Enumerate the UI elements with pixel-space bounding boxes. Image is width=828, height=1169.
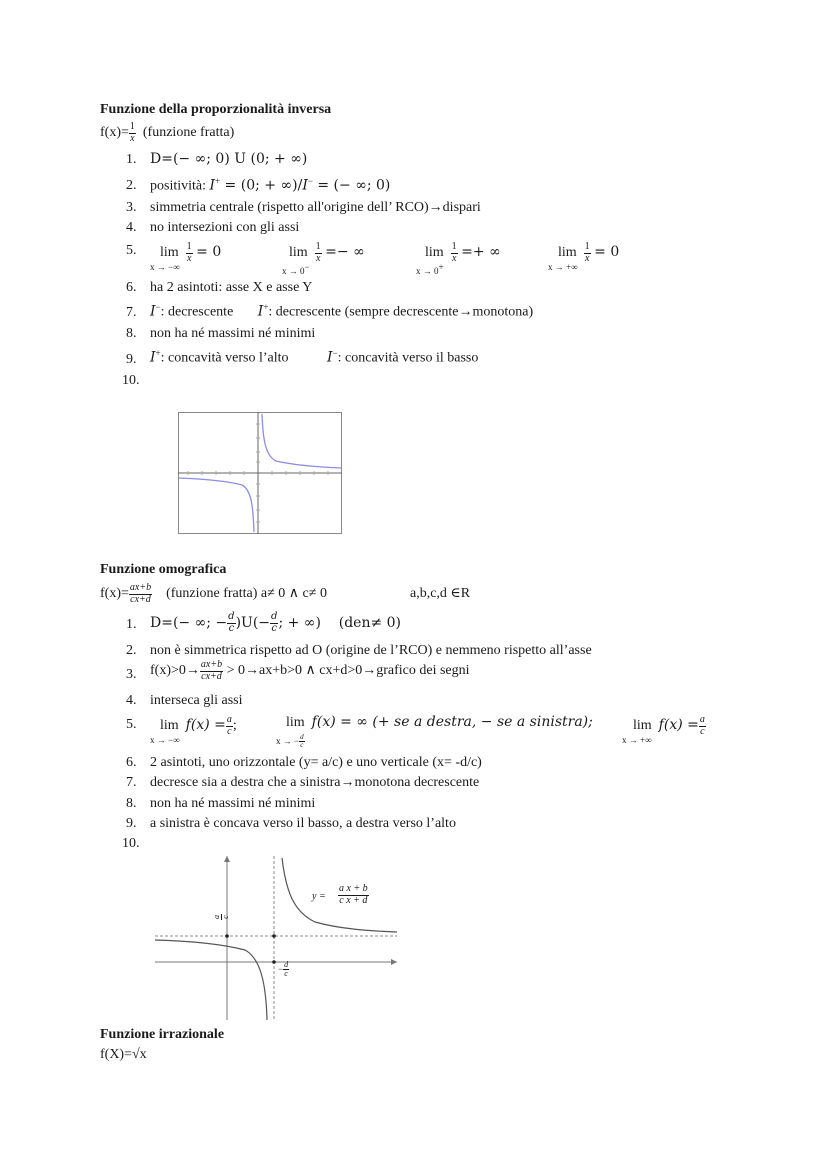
lim-word: lim [160, 718, 179, 734]
interval-i: I [150, 349, 156, 366]
s2-limit-1-sub: x → −∞ [150, 735, 180, 745]
sign-a: f(x)>0→ [150, 663, 200, 679]
sub-text: x → − [276, 735, 300, 746]
interval-sup-plus: + [215, 176, 221, 186]
frac-den: c [300, 741, 304, 750]
asymptote-x-intercept-dot [272, 960, 276, 964]
s2-item-2-number: 2. [126, 643, 137, 658]
lim-num: 1 [451, 241, 457, 252]
eq-fraction [338, 884, 369, 906]
s2-item-10-number: 10. [122, 836, 140, 851]
concavity-up: : concavità verso l’alto [160, 350, 289, 366]
section-title-homographic: Funzione omografica [100, 562, 227, 577]
eq-den: c x + d [339, 894, 368, 906]
frac-den: c [284, 969, 288, 979]
s1-limit-3 [425, 242, 501, 264]
s1-item-7-number: 7. [126, 305, 137, 320]
s1-item-7-monotonicity [150, 303, 533, 320]
monotone-right: : decrescente (sempre decrescente→monotona) [268, 304, 534, 320]
s1-item-8-number: 8. [126, 326, 137, 341]
s1-limit-1-sub: x → −∞ [150, 262, 180, 272]
interval-sup-minus: − [307, 176, 313, 186]
s2-item-4-intersections: interseca gli assi [150, 693, 243, 708]
lim-rhs: = 0 [594, 244, 620, 261]
frac-num: d [284, 960, 289, 969]
s1-item-3-symmetry: simmetria centrale (rispetto all'origine dell’ RCO)→dispari [150, 200, 481, 215]
concavity-down: : concavità verso il basso [337, 350, 479, 366]
lim-fraction [699, 715, 706, 737]
s1-limit-3-sub [416, 263, 444, 276]
frac-num: d [300, 733, 304, 741]
lim-den: x [451, 252, 457, 264]
lim-fx: f(x) = [658, 717, 699, 734]
s2-limit-3-sub: x → +∞ [622, 735, 652, 745]
s2-item-5-number: 5. [126, 717, 137, 732]
sub-sup: + [438, 262, 444, 272]
interval-i2: I [302, 177, 308, 194]
lim-den: x [315, 252, 321, 264]
interval-i2: I [257, 303, 264, 320]
asymptote-y-intercept-dot [225, 934, 229, 938]
eq-num: a x + b [339, 883, 368, 894]
s1-item-6-asymptotes: ha 2 asintoti: asse X e asse Y [150, 280, 313, 295]
s1-item-9-concavity [150, 349, 478, 366]
domain-a: D=(− ∞; − [150, 615, 228, 631]
def-fraction [129, 583, 152, 605]
monotone-left: : decrescente [160, 304, 234, 320]
asymptote-intersection-dot [272, 934, 276, 938]
lim-fraction [226, 715, 233, 737]
s1-item-3-number: 3. [126, 200, 137, 215]
def-numerator: ax+b [129, 582, 152, 593]
lim-den: x [584, 252, 590, 264]
frac-den: c [271, 622, 278, 634]
section-title-irrational: Funzione irrazionale [100, 1027, 225, 1042]
frac-num: a [699, 714, 705, 725]
vlabel-prefix: − [278, 963, 284, 974]
domain-frac1 [227, 612, 235, 634]
frac-den: c [700, 725, 705, 737]
frac-num: a [226, 714, 232, 725]
s1-item-9-number: 9. [126, 352, 137, 367]
s2-item-9-number: 9. [126, 816, 137, 831]
s1-item-4-number: 4. [126, 220, 137, 235]
def-fraction [129, 122, 136, 144]
lim-num: 1 [584, 241, 590, 252]
lim-word: lim [425, 245, 444, 261]
s2-item-4-number: 4. [126, 693, 137, 708]
lim-word: lim [289, 245, 308, 261]
s1-item-5-number: 5. [126, 243, 137, 258]
frac-den: cx+d [201, 670, 222, 682]
s2-item-1-number: 1. [126, 617, 137, 632]
interval-sup2: − [332, 348, 338, 358]
graph-hlabel [213, 914, 231, 920]
s2-item-2-symmetry: non è simmetrica rispetto ad O (origine de l’RCO) e nemmeno rispetto all’asse [150, 643, 592, 658]
def-set: a,b,c,d ∈R [410, 586, 471, 601]
sub-text: x → 0 [282, 266, 305, 276]
sub-fraction [299, 734, 305, 750]
interval-i2: I [327, 349, 333, 366]
interval-pos: = (0; + ∞)/ [220, 177, 303, 194]
def-note: (funzione fratta) [142, 125, 235, 141]
x-axis-arrow [391, 959, 397, 965]
s2-item-1-domain [150, 612, 401, 634]
s2-limit-3 [633, 715, 706, 737]
irrational-definition: f(X)=√x [100, 1047, 147, 1062]
s1-item-2-positivity [150, 177, 390, 194]
curve-left-branch [155, 940, 267, 1020]
positivity-label: positività: [150, 178, 210, 194]
lim-word: lim [286, 715, 305, 730]
lim-rhs: = 0 [196, 244, 222, 261]
interval-sup: − [155, 302, 161, 312]
s2-limit-1 [160, 715, 237, 737]
s1-item-1-domain: D=(− ∞; 0) U (0; + ∞) [150, 151, 308, 167]
domain-c: ; + ∞) [278, 615, 321, 631]
frac-num: ax+b [200, 659, 223, 670]
interval-neg: = (− ∞; 0) [312, 177, 391, 194]
interval-i: I [150, 303, 156, 320]
graph-eq-y: y = [312, 891, 326, 902]
s1-limit-4-sub: x → +∞ [548, 262, 578, 272]
frac-den: c [228, 622, 235, 634]
s2-item-6-number: 6. [126, 755, 137, 770]
s2-item-8-number: 8. [126, 796, 137, 811]
interval-i: I [209, 177, 216, 194]
def-denominator: x [130, 132, 135, 144]
s1-item-4-intersections: no intersezioni con gli assi [150, 220, 300, 235]
frac-num: a [212, 915, 221, 919]
interval-sup2: + [263, 302, 269, 312]
frac-num: d [271, 611, 278, 622]
lim-fraction [451, 242, 458, 264]
graph-equation [338, 884, 369, 906]
homographic-definition [100, 583, 327, 605]
sub-text: x → 0 [416, 266, 439, 276]
lim-fraction [315, 242, 322, 264]
s2-item-9-concavity: a sinistra è concava verso il basso, a destra verso l’alto [150, 816, 456, 831]
s2-item-3-number: 3. [126, 667, 137, 682]
hlabel-fraction [213, 914, 231, 920]
lim-word: lim [558, 245, 577, 261]
graph-vlabel [278, 961, 289, 979]
lim-fraction [584, 242, 591, 264]
vlabel-fraction [283, 961, 289, 979]
s2-limit-2 [286, 715, 593, 730]
lim-tail: ; [232, 718, 237, 734]
s1-limit-2-sub [282, 263, 310, 276]
sign-b: > 0→ax+b>0 ∧ cx+d>0→grafico dei segni [223, 663, 470, 679]
lim-fraction [186, 242, 193, 264]
s2-item-7-number: 7. [126, 775, 137, 790]
sub-sup: − [304, 262, 310, 272]
def-note: (funzione fratta) a≠ 0 ∧ c≠ 0 [166, 586, 327, 602]
domain-d: (den≠ 0) [338, 615, 402, 631]
domain-b: )U(− [235, 615, 271, 631]
s1-item-10-number: 10. [122, 373, 140, 388]
s2-item-8-extrema: non ha né massimi né minimi [150, 796, 316, 811]
frac-num: d [228, 611, 235, 622]
s1-limit-2 [289, 242, 365, 264]
lim-fx: f(x) = [185, 717, 226, 734]
sign-fraction [200, 660, 223, 682]
s1-item-6-number: 6. [126, 280, 137, 295]
hyperbola-graph [178, 412, 342, 534]
inverse-definition [100, 122, 234, 144]
s2-item-7-monotonicity: decresce sia a destra che a sinistra→monotona decrescente [150, 775, 480, 790]
s1-limit-1 [160, 242, 221, 264]
s1-item-1-number: 1. [126, 152, 137, 167]
s2-item-3-sign [150, 660, 470, 682]
y-axis-arrow [224, 856, 230, 862]
def-numerator: 1 [129, 121, 135, 132]
def-prefix: f(x)= [100, 125, 129, 141]
interval-sup: + [155, 348, 161, 358]
lim-num: 1 [186, 241, 192, 252]
s1-item-2-number: 2. [126, 178, 137, 193]
homographic-graph [150, 852, 402, 1022]
s2-limit-2-sub [276, 734, 305, 750]
lim-fx: f(x) = ∞ (+ se a destra, − se a sinistra); [311, 714, 593, 730]
frac-den: c [227, 725, 232, 737]
frac-den: c [221, 915, 231, 919]
def-prefix: f(x)= [100, 586, 129, 602]
s1-limit-4 [558, 242, 619, 264]
section-title-inverse-proportionality: Funzione della proporzionalità inversa [100, 102, 332, 117]
s2-item-6-asymptotes: 2 asintoti, uno orizzontale (y= a/c) e uno verticale (x= -d/c) [150, 755, 482, 770]
lim-rhs: =− ∞ [325, 244, 365, 261]
lim-word: lim [633, 718, 652, 734]
lim-word: lim [160, 245, 179, 261]
lim-den: x [186, 252, 192, 264]
lim-num: 1 [315, 241, 321, 252]
s1-item-8-extrema: non ha né massimi né minimi [150, 326, 316, 341]
lim-rhs: =+ ∞ [461, 244, 501, 261]
def-denominator: cx+d [130, 593, 151, 605]
